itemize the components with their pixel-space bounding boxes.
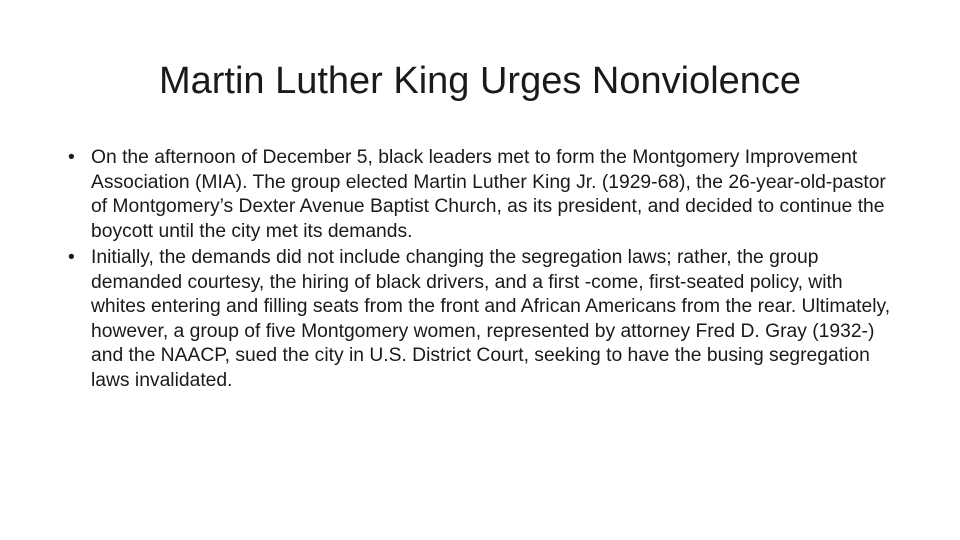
bullet-marker: •: [68, 147, 75, 168]
bullet-text: On the afternoon of December 5, black leaders met to form the Montgomery Improvement Association (MIA). The group elected Martin Luther King Jr. (1929-68), the 26-year-old-pastor of Montgomery’s Dexter Avenue Baptist Church, as its president, and decided to continue the boycott until the city met its demands.: [91, 147, 886, 242]
bullet-list: [68, 146, 900, 395]
bullet-item: [68, 246, 900, 393]
bullet-text: Initially, the demands did not include changing the segregation laws; rather, the group demanded courtesy, the hiring of black drivers, and a first -come, first-seated policy, with whites entering and filling seats from the front and African Americans from the rear. Ultimately, however, a group of five Montgomery women, represented by attorney Fred D. Gray (1932-) and the NAACP, sued the city in U.S. District Court, seeking to have the busing segregation laws invalidated.: [91, 247, 891, 391]
slide-title: Martin Luther King Urges Nonviolence: [158, 60, 802, 102]
bullet-item: [68, 146, 900, 244]
bullet-marker: •: [68, 247, 75, 268]
